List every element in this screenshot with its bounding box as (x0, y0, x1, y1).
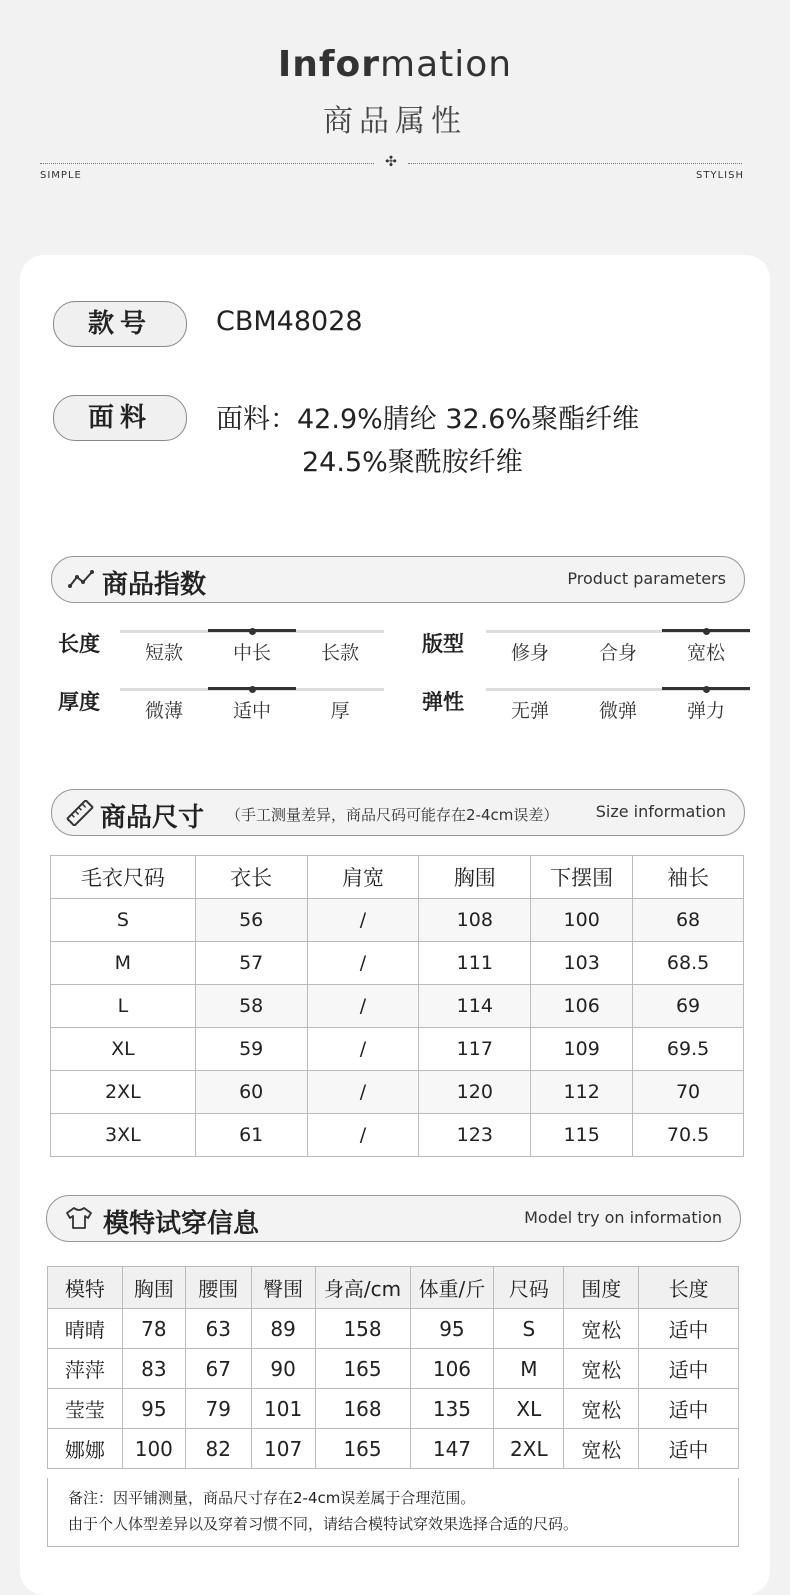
index-marker-dot (249, 628, 256, 635)
table-header-cell: 围度 (564, 1267, 639, 1309)
table-cell: 69 (633, 985, 744, 1028)
table-row (48, 1389, 739, 1429)
table-cell: 娜娜 (48, 1429, 123, 1469)
table-cell: 106 (531, 985, 633, 1028)
table-cell: 宽松 (564, 1309, 639, 1349)
model-info-bar (46, 1195, 741, 1242)
index-option: 修身 (510, 642, 549, 664)
table-cell: 82 (185, 1429, 251, 1469)
table-header-cell: 胸围 (122, 1267, 185, 1309)
index-option: 宽松 (686, 642, 725, 664)
divider-right (408, 163, 742, 164)
remark-box (47, 1478, 739, 1547)
index-label: 弹性 (422, 690, 464, 714)
table-row (48, 1309, 739, 1349)
style-no-label: 款号 (53, 301, 187, 347)
table-cell: 适中 (639, 1389, 739, 1429)
table-cell: 2XL (51, 1071, 196, 1114)
table-cell: 68 (633, 899, 744, 942)
trend-icon (68, 569, 94, 589)
table-cell: 适中 (639, 1349, 739, 1389)
table-row (51, 1071, 744, 1114)
table-cell: 117 (419, 1028, 531, 1071)
table-cell: M (494, 1349, 564, 1389)
index-option: 微弹 (598, 700, 637, 722)
table-row (51, 1028, 744, 1071)
index-option: 短款 (144, 642, 183, 664)
table-row (51, 1114, 744, 1157)
table-header-cell: 腰围 (185, 1267, 251, 1309)
table-cell: 宽松 (564, 1429, 639, 1469)
table-cell: 95 (410, 1309, 494, 1349)
table-cell: 158 (315, 1309, 410, 1349)
table-cell: 61 (195, 1114, 307, 1157)
size-info-bar (51, 789, 745, 836)
table-cell: 56 (195, 899, 307, 942)
index-option: 无弹 (510, 700, 549, 722)
table-cell: 69.5 (633, 1028, 744, 1071)
table-cell: 宽松 (564, 1389, 639, 1429)
remark-line-2: 由于个人体型差异以及穿着习惯不同，请结合模特试穿效果选择合适的尺码。 (68, 1515, 579, 1533)
table-cell: 60 (195, 1071, 307, 1114)
table-header-cell: 下摆围 (531, 856, 633, 899)
table-cell: 109 (531, 1028, 633, 1071)
table-cell: 107 (251, 1429, 315, 1469)
table-cell: 165 (315, 1429, 410, 1469)
table-header-cell: 尺码 (494, 1267, 564, 1309)
fabric-line-1: 面料：42.9%腈纶 32.6%聚酯纤维 (216, 404, 640, 435)
table-cell: 莹莹 (48, 1389, 123, 1429)
index-label: 长度 (58, 632, 100, 656)
size-info-title-en: Size information (595, 802, 726, 821)
index-label: 版型 (422, 632, 464, 656)
tag-stylish: STYLISH (696, 170, 744, 181)
ruler-icon (66, 800, 94, 826)
shirt-icon (65, 1206, 93, 1230)
table-cell: 100 (122, 1429, 185, 1469)
table-cell: 78 (122, 1309, 185, 1349)
index-label: 厚度 (58, 690, 100, 714)
table-cell: 宽松 (564, 1349, 639, 1389)
table-cell: 147 (410, 1429, 494, 1469)
index-marker-dot (703, 628, 710, 635)
table-cell: 165 (315, 1349, 410, 1389)
table-cell: L (51, 985, 196, 1028)
table-header-row (48, 1267, 739, 1309)
table-header-cell: 毛衣尺码 (51, 856, 196, 899)
table-header-cell: 衣长 (195, 856, 307, 899)
table-cell: S (51, 899, 196, 942)
index-option: 厚 (330, 700, 350, 722)
table-cell: 83 (122, 1349, 185, 1389)
index-option: 微薄 (144, 700, 183, 722)
table-cell: 123 (419, 1114, 531, 1157)
table-header-cell: 长度 (639, 1267, 739, 1309)
divider-left (40, 163, 374, 164)
table-cell: 95 (122, 1389, 185, 1429)
table-cell: 59 (195, 1028, 307, 1071)
table-cell: 70.5 (633, 1114, 744, 1157)
style-no-value: CBM48028 (216, 306, 363, 337)
table-cell: 112 (531, 1071, 633, 1114)
page-title-cn: 商品属性 (323, 104, 467, 139)
product-index-title: 商品指数 (102, 570, 207, 600)
table-row (51, 899, 744, 942)
index-option: 合身 (598, 642, 637, 664)
table-cell: 3XL (51, 1114, 196, 1157)
table-cell: 114 (419, 985, 531, 1028)
table-row (48, 1429, 739, 1469)
table-header-cell: 袖长 (633, 856, 744, 899)
tag-simple: SIMPLE (40, 170, 82, 181)
size-info-title: 商品尺寸 (100, 803, 205, 833)
remark-line-1: 备注：因平铺测量，商品尺寸存在2-4cm误差属于合理范围。 (68, 1489, 476, 1507)
table-cell: 适中 (639, 1429, 739, 1469)
table-cell: / (307, 942, 419, 985)
table-cell: 101 (251, 1389, 315, 1429)
index-option: 适中 (232, 700, 271, 722)
table-cell: 100 (531, 899, 633, 942)
table-header-row (51, 856, 744, 899)
table-header-cell: 胸围 (419, 856, 531, 899)
fabric-line-2: 24.5%聚酰胺纤维 (302, 447, 523, 478)
table-cell: 68.5 (633, 942, 744, 985)
table-cell: 58 (195, 985, 307, 1028)
table-cell: 萍萍 (48, 1349, 123, 1389)
table-cell: 103 (531, 942, 633, 985)
table-header-cell: 体重/斤 (410, 1267, 494, 1309)
cross-ornament-icon: ✣ (385, 154, 397, 170)
table-cell: 67 (185, 1349, 251, 1389)
table-cell: 168 (315, 1389, 410, 1429)
table-cell: 135 (410, 1389, 494, 1429)
table-cell: M (51, 942, 196, 985)
model-info-title: 模特试穿信息 (103, 1209, 260, 1239)
table-cell: 晴晴 (48, 1309, 123, 1349)
index-option: 弹力 (686, 700, 725, 722)
product-index-bar (51, 556, 745, 603)
table-header-cell: 模特 (48, 1267, 123, 1309)
index-option: 中长 (232, 642, 271, 664)
model-info-title-en: Model try on information (524, 1208, 722, 1227)
table-cell: / (307, 1071, 419, 1114)
size-table (50, 855, 744, 1157)
table-cell: 89 (251, 1309, 315, 1349)
model-table (47, 1266, 739, 1469)
table-cell: / (307, 1028, 419, 1071)
table-cell: 57 (195, 942, 307, 985)
table-cell: 111 (419, 942, 531, 985)
index-marker-dot (703, 686, 710, 693)
table-cell: XL (51, 1028, 196, 1071)
table-cell: 70 (633, 1071, 744, 1114)
table-cell: / (307, 1114, 419, 1157)
page-title-en: Information (277, 44, 513, 85)
index-option: 长款 (320, 642, 359, 664)
table-cell: 106 (410, 1349, 494, 1389)
table-cell: 90 (251, 1349, 315, 1389)
product-index-title-en: Product parameters (567, 569, 726, 588)
table-cell: 79 (185, 1389, 251, 1429)
table-header-cell: 身高/cm (315, 1267, 410, 1309)
table-header-cell: 臀围 (251, 1267, 315, 1309)
table-cell: 2XL (494, 1429, 564, 1469)
fabric-label: 面料 (53, 395, 187, 441)
table-cell: 63 (185, 1309, 251, 1349)
table-cell: 115 (531, 1114, 633, 1157)
table-cell: XL (494, 1389, 564, 1429)
size-info-note: （手工测量差异，商品尺码可能存在2-4cm误差） (226, 806, 559, 824)
table-cell: S (494, 1309, 564, 1349)
table-cell: 120 (419, 1071, 531, 1114)
table-row (51, 942, 744, 985)
table-header-cell: 肩宽 (307, 856, 419, 899)
table-cell: / (307, 985, 419, 1028)
table-cell: 适中 (639, 1309, 739, 1349)
table-row (48, 1349, 739, 1389)
table-cell: / (307, 899, 419, 942)
index-marker-dot (249, 686, 256, 693)
table-row (51, 985, 744, 1028)
table-cell: 108 (419, 899, 531, 942)
